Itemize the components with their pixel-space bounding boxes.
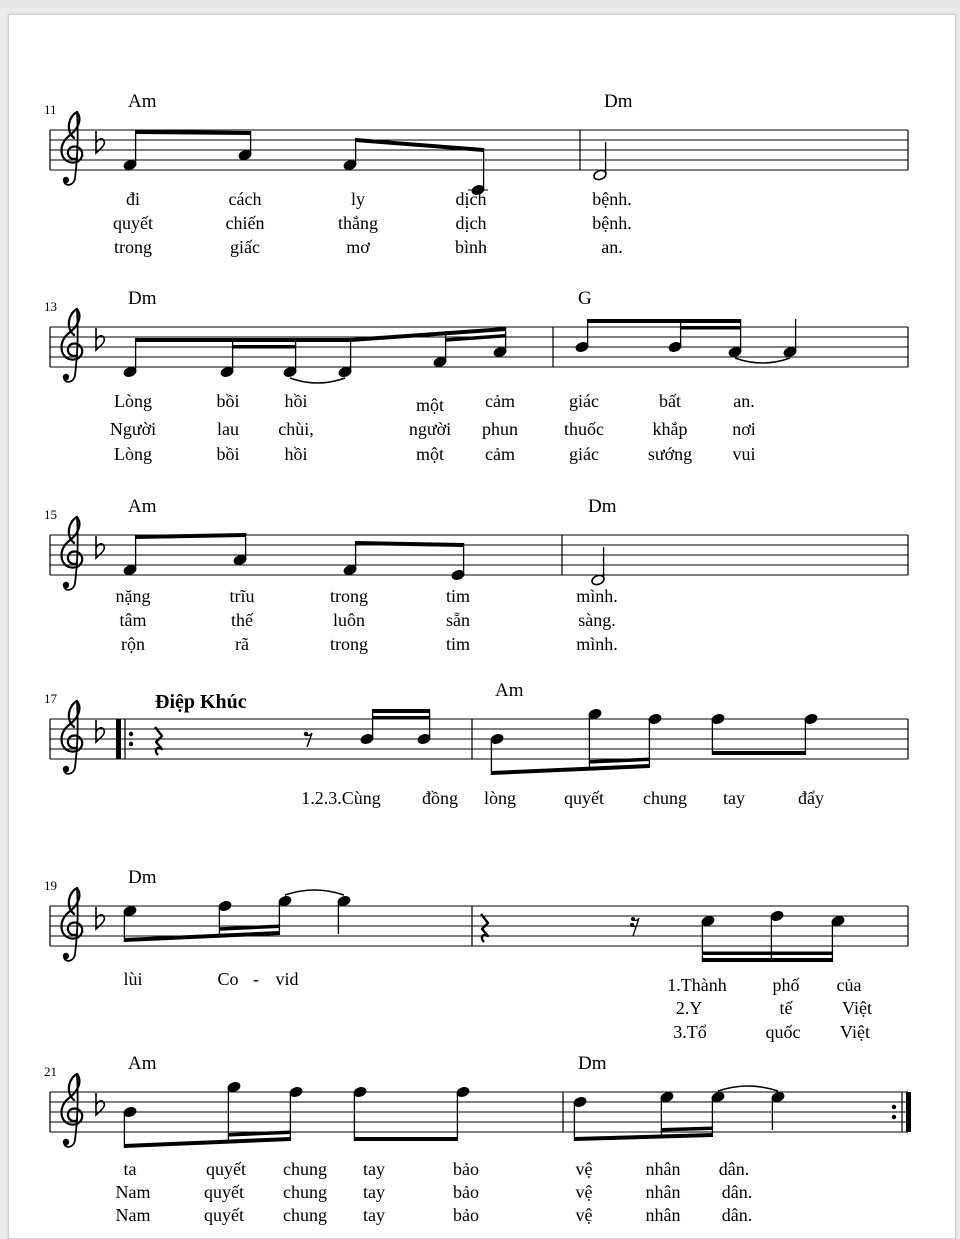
lyric-syllable: rã: [235, 634, 249, 654]
lyric-syllable: ly: [350, 189, 366, 209]
end-repeat-barline: [906, 1092, 911, 1132]
lyric-syllable: bồi: [216, 391, 240, 411]
lyric-syllable: an.: [733, 391, 755, 411]
chord-symbol: Dm: [604, 91, 633, 112]
measure-number: 19: [44, 878, 57, 893]
lyric-syllable: cảm: [485, 444, 515, 464]
lyric-syllable: thế: [231, 610, 253, 630]
lyric-syllable: tế: [779, 998, 793, 1018]
notes: [155, 708, 818, 775]
lyric-syllable: chung: [283, 1159, 327, 1179]
lyric-syllable: người: [408, 419, 452, 439]
lyric-syllable: tay: [363, 1182, 385, 1202]
lyric-syllable: hồi: [284, 391, 308, 411]
music-system: [44, 496, 908, 654]
lyric-syllable: khắp: [652, 419, 688, 439]
sixteenth-beam: [228, 1131, 290, 1137]
lyric-syllable: mơ: [346, 237, 370, 257]
lyric-syllable: bồi: [216, 444, 240, 464]
music-system: [44, 91, 908, 257]
lyric-syllable: luôn: [332, 610, 366, 630]
measure-number: 21: [44, 1064, 57, 1079]
lyric-syllable: dịch: [455, 213, 487, 233]
sixteenth-beam: [589, 758, 649, 764]
chord-symbol: Am: [128, 91, 157, 112]
lyric-syllable: trĩu: [229, 586, 255, 606]
lyric-syllable: giấc: [230, 237, 260, 257]
lyric-syllable: thuốc: [564, 419, 604, 439]
chord-symbol: Am: [128, 1053, 157, 1074]
lyric-syllable: Nam: [115, 1205, 151, 1225]
lyric-syllable: Lòng: [114, 444, 152, 464]
lyric-syllable: cách: [228, 189, 262, 209]
lyric-syllable: một: [415, 444, 445, 464]
chord-symbol: Dm: [128, 288, 157, 309]
measure-number: 13: [44, 299, 57, 314]
lyric-syllable: tay: [363, 1159, 385, 1179]
lyric-syllable: bình: [454, 237, 488, 257]
sixteenth-beam: [702, 952, 832, 956]
music-system: [44, 1053, 911, 1225]
lyric-syllable: tay: [363, 1205, 385, 1225]
lyric-syllable: chùi,: [278, 419, 314, 439]
lyric-syllable: trong: [330, 634, 368, 654]
chord-symbol: Dm: [588, 496, 617, 517]
notes: [123, 533, 606, 586]
lyric-syllable: 1.Thành: [667, 975, 727, 995]
chord-symbol: Am: [128, 496, 157, 517]
tie: [285, 890, 344, 895]
lyric-syllable: một: [415, 395, 445, 415]
beam: [574, 1133, 712, 1141]
treble-clef-icon: [62, 112, 83, 185]
lyric-syllable: 1.2.3.Cùng: [301, 788, 381, 808]
lyric-syllable: sàng.: [578, 610, 616, 630]
measure-number: 15: [44, 507, 57, 522]
lyric-syllable: đồng: [422, 788, 458, 808]
beam: [356, 541, 464, 547]
lyric-syllable: tay: [723, 788, 745, 808]
lyric-syllable: dân.: [721, 1182, 753, 1202]
lyric-syllable: Co: [217, 969, 239, 989]
lyric-syllable: lùi: [123, 969, 143, 989]
lyric-syllable: tâm: [119, 610, 147, 630]
beam: [373, 709, 430, 713]
lyric-syllable: phun: [482, 419, 518, 439]
lyric-syllable: nơi: [732, 419, 756, 439]
lyric-syllable: dân.: [721, 1205, 753, 1225]
lyric-syllable: 2.Y: [675, 998, 703, 1018]
lyric-syllable: Người: [109, 419, 157, 439]
rest-icon: [481, 914, 488, 942]
beam: [124, 1137, 290, 1148]
beam: [712, 751, 805, 755]
sixteenth-beam: [661, 1127, 712, 1132]
lyric-syllable: quyết: [564, 788, 604, 808]
music-system: [44, 680, 908, 808]
sixteenth-beam: [446, 334, 506, 342]
lyric-syllable: bảo: [453, 1182, 479, 1202]
lyric-syllable: tim: [445, 586, 471, 606]
lyric-syllable: giác: [569, 391, 599, 411]
lyric-syllable: bệnh.: [592, 189, 632, 209]
lyric-syllable: chung: [283, 1182, 327, 1202]
sixteenth-beam: [373, 716, 430, 720]
lyric-syllable: mình.: [576, 634, 618, 654]
lyric-syllable: lau: [217, 419, 239, 439]
music-system: [44, 867, 908, 1042]
start-repeat-barline: [116, 719, 121, 759]
lyric-syllable: quyết: [113, 213, 153, 233]
measure-number: 17: [44, 691, 57, 706]
lyric-syllable: nhân: [645, 1159, 681, 1179]
lyric-syllable: rộn: [121, 634, 145, 654]
lyric-syllable: cảm: [485, 391, 515, 411]
rest-icon: [155, 727, 162, 755]
treble-clef-icon: [62, 701, 83, 774]
lyric-syllable: quốc: [765, 1022, 801, 1042]
lyric-syllable: đi: [125, 189, 141, 209]
lyric-syllable: đẩy: [798, 788, 824, 808]
lyric-syllable: dân.: [718, 1159, 750, 1179]
lyric-syllable: Nam: [115, 1182, 151, 1202]
lyric-syllable: quyết: [204, 1182, 244, 1202]
chord-symbol: Dm: [578, 1053, 607, 1074]
beam: [588, 319, 741, 323]
sixteenth-beam: [219, 925, 279, 931]
lyric-syllable: mình.: [576, 586, 618, 606]
treble-clef-icon: [62, 888, 83, 961]
lyric-syllable: ta: [123, 1159, 137, 1179]
tie: [718, 1086, 778, 1091]
chord-symbol: Am: [495, 680, 524, 701]
lyric-syllable: sẵn: [446, 610, 470, 630]
beam: [136, 338, 351, 342]
beam: [491, 764, 649, 775]
staff: [50, 535, 908, 575]
lyric-syllable: giác: [569, 444, 599, 464]
music-system: [44, 288, 908, 464]
lyric-syllable: chung: [643, 788, 687, 808]
lyric-syllable: Việt: [840, 1022, 870, 1042]
lyric-syllable: bảo: [453, 1205, 479, 1225]
lyric-syllable: an.: [601, 237, 623, 257]
treble-clef-icon: [62, 517, 83, 590]
lyric-syllable: -: [253, 969, 259, 989]
lyric-syllable: lòng: [483, 788, 517, 808]
beam: [351, 327, 506, 342]
lyric-syllable: bất: [659, 391, 681, 411]
sixteenth-beam: [233, 345, 296, 349]
lyric-syllable: dịch: [455, 189, 487, 209]
lyric-syllable: vệ: [575, 1182, 593, 1202]
tie: [290, 378, 345, 383]
notes: [123, 319, 798, 383]
lyric-syllable: quyết: [206, 1159, 246, 1179]
lyric-syllable: trong: [114, 237, 152, 257]
notes: [123, 1081, 786, 1148]
lyric-syllable: hồi: [284, 444, 308, 464]
lyric-syllable: nặng: [115, 586, 151, 606]
lyric-syllable: trong: [330, 586, 368, 606]
lyric-syllable: vệ: [575, 1159, 593, 1179]
measure-number: 11: [44, 102, 57, 117]
lyric-syllable: Việt: [842, 998, 872, 1018]
tie: [735, 358, 790, 363]
lyric-syllable: nhân: [645, 1182, 681, 1202]
lyric-syllable: bảo: [453, 1159, 479, 1179]
lyric-syllable: chung: [283, 1205, 327, 1225]
lyric-syllable: nhân: [645, 1205, 681, 1225]
lyric-syllable: vui: [732, 444, 756, 464]
beam: [136, 130, 251, 135]
lyric-syllable: Lòng: [114, 391, 152, 411]
lyric-syllable: sướng: [647, 444, 693, 464]
treble-clef-icon: [62, 309, 83, 382]
lyric-syllable: vid: [275, 969, 299, 989]
lyric-syllable: 3.Tổ: [673, 1022, 707, 1042]
beam: [702, 958, 832, 962]
lyric-syllable: của: [836, 975, 862, 995]
lyric-syllable: phố: [772, 975, 800, 995]
lyric-syllable: bệnh.: [592, 213, 632, 233]
lyric-syllable: quyết: [204, 1205, 244, 1225]
lyric-syllable: chiến: [225, 213, 265, 233]
lyric-syllable: tim: [445, 634, 471, 654]
sixteenth-beam: [681, 326, 741, 330]
beam: [136, 533, 246, 539]
treble-clef-icon: [62, 1074, 83, 1147]
lyric-syllable: vệ: [575, 1205, 593, 1225]
chord-symbol: G: [578, 288, 592, 309]
section-title: Điệp Khúc: [155, 691, 247, 713]
beam: [354, 1137, 457, 1141]
lyric-syllable: thắng: [338, 213, 378, 233]
chord-symbol: Dm: [128, 867, 157, 888]
